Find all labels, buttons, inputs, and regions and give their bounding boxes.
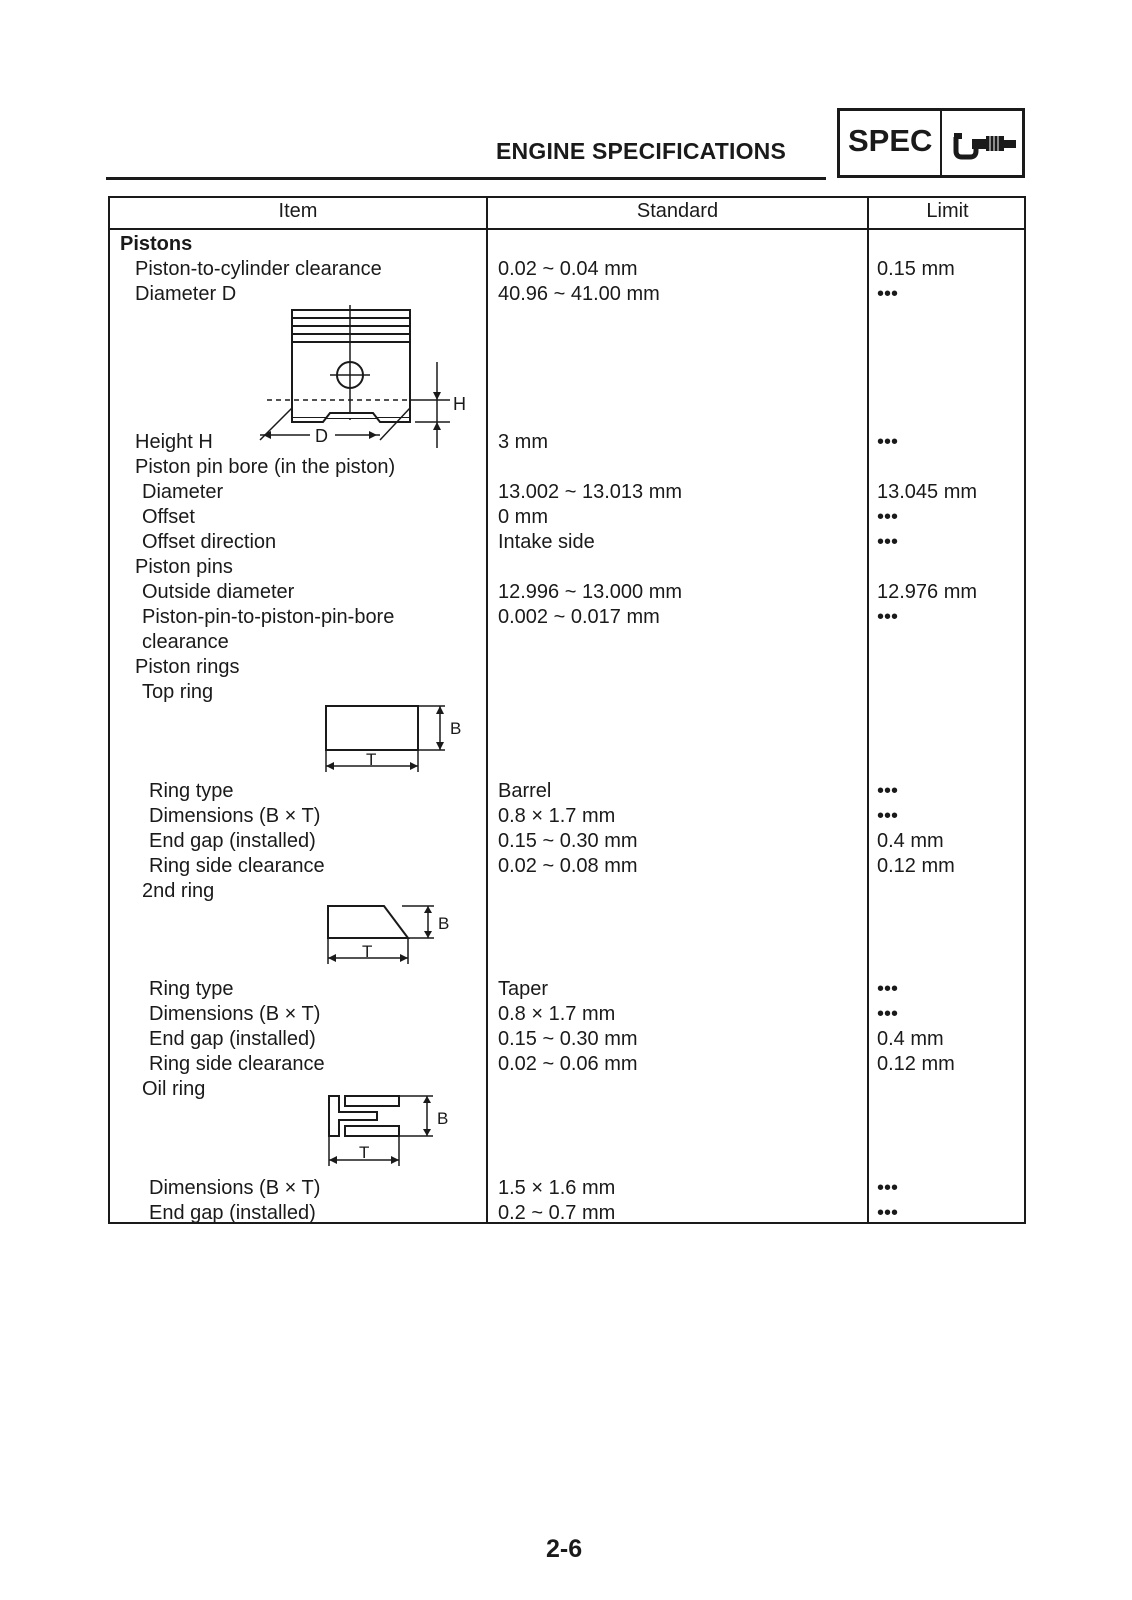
second-ring-label-b: B <box>438 914 450 933</box>
limit-value: ••• <box>877 1202 899 1224</box>
spec-badge-label: SPEC <box>848 123 933 158</box>
item-label: Height H <box>135 431 213 453</box>
top-ring-label-t: T <box>366 750 377 769</box>
item-label: Piston-to-cylinder clearance <box>135 258 382 280</box>
item-label: Piston pin bore (in the piston) <box>135 456 396 478</box>
column-header-limit: Limit <box>926 200 969 222</box>
limit-value: 12.976 mm <box>877 581 978 603</box>
standard-value: 0.02 ~ 0.06 mm <box>498 1053 638 1075</box>
item-label: Dimensions (B × T) <box>149 1177 321 1199</box>
standard-value: 0.8 × 1.7 mm <box>498 805 616 827</box>
item-label: End gap (installed) <box>149 1028 316 1050</box>
standard-value: 0.02 ~ 0.08 mm <box>498 855 638 877</box>
limit-value: 0.4 mm <box>877 1028 944 1050</box>
item-label: Offset direction <box>142 531 277 553</box>
piston-label-d: D <box>315 426 328 446</box>
page-number: 2-6 <box>546 1535 583 1563</box>
header-rule <box>106 177 826 180</box>
item-label: Offset <box>142 506 195 528</box>
item-label: clearance <box>142 631 229 653</box>
standard-value: 0.15 ~ 0.30 mm <box>498 830 638 852</box>
column-header-standard: Standard <box>636 200 719 222</box>
item-label: Ring side clearance <box>149 855 325 877</box>
item-label: Dimensions (B × T) <box>149 805 321 827</box>
limit-value: 13.045 mm <box>877 481 978 503</box>
standard-value: 0.15 ~ 0.30 mm <box>498 1028 638 1050</box>
item-label: Oil ring <box>142 1078 206 1100</box>
item-label: Ring side clearance <box>149 1053 325 1075</box>
spec-badge <box>837 108 1025 178</box>
micrometer-icon <box>952 127 1018 161</box>
standard-value: 13.002 ~ 13.013 mm <box>498 481 683 503</box>
standard-value: 3 mm <box>498 431 548 453</box>
item-label: End gap (installed) <box>149 1202 316 1224</box>
standard-value: 40.96 ~ 41.00 mm <box>498 283 660 305</box>
top-ring-label-b: B <box>450 719 462 738</box>
limit-value: 0.12 mm <box>877 855 955 877</box>
limit-value: 0.4 mm <box>877 830 944 852</box>
oil-ring-diagram <box>325 1092 465 1172</box>
standard-value: Barrel <box>498 780 552 802</box>
limit-value: ••• <box>877 780 899 802</box>
limit-value: ••• <box>877 1177 899 1199</box>
column-header-item: Item <box>278 200 318 222</box>
limit-value: ••• <box>877 506 899 528</box>
column-divider <box>486 196 488 1224</box>
spec-badge-divider <box>940 111 942 175</box>
oil-ring-label-t: T <box>359 1143 370 1162</box>
limit-value: 0.12 mm <box>877 1053 955 1075</box>
limit-value: ••• <box>877 978 899 1000</box>
standard-value: 0.002 ~ 0.017 mm <box>498 606 660 628</box>
limit-value: ••• <box>877 431 899 453</box>
standard-value: Intake side <box>498 531 595 553</box>
item-label: Piston rings <box>135 656 240 678</box>
limit-value: ••• <box>877 531 899 553</box>
limit-value: 0.15 mm <box>877 258 955 280</box>
limit-value: ••• <box>877 606 899 628</box>
standard-value: 12.996 ~ 13.000 mm <box>498 581 683 603</box>
piston-label-h: H <box>453 394 466 414</box>
item-label: Outside diameter <box>142 581 295 603</box>
item-label: Diameter D <box>135 283 237 305</box>
limit-value: ••• <box>877 1003 899 1025</box>
piston-diagram <box>255 300 480 455</box>
oil-ring-label-b: B <box>437 1109 449 1128</box>
second-ring-diagram <box>322 902 462 972</box>
item-label: Ring type <box>149 780 234 802</box>
standard-value: Taper <box>498 978 549 1000</box>
standard-value: 0 mm <box>498 506 548 528</box>
standard-value: 0.02 ~ 0.04 mm <box>498 258 638 280</box>
item-label: Diameter <box>142 481 224 503</box>
section-heading: Pistons <box>120 233 193 255</box>
item-label: Top ring <box>142 681 214 703</box>
limit-value: ••• <box>877 805 899 827</box>
header-row-divider <box>108 228 1026 230</box>
column-divider <box>867 196 869 1224</box>
item-label: Piston-pin-to-piston-pin-bore <box>142 606 395 628</box>
standard-value: 1.5 × 1.6 mm <box>498 1177 616 1199</box>
limit-value: ••• <box>877 283 899 305</box>
item-label: Ring type <box>149 978 234 1000</box>
standard-value: 0.2 ~ 0.7 mm <box>498 1202 616 1224</box>
page-title: ENGINE SPECIFICATIONS <box>496 138 787 164</box>
item-label: Piston pins <box>135 556 233 578</box>
item-label: 2nd ring <box>142 880 215 902</box>
item-label: End gap (installed) <box>149 830 316 852</box>
second-ring-label-t: T <box>362 942 373 961</box>
top-ring-diagram <box>320 702 470 777</box>
standard-value: 0.8 × 1.7 mm <box>498 1003 616 1025</box>
item-label: Dimensions (B × T) <box>149 1003 321 1025</box>
